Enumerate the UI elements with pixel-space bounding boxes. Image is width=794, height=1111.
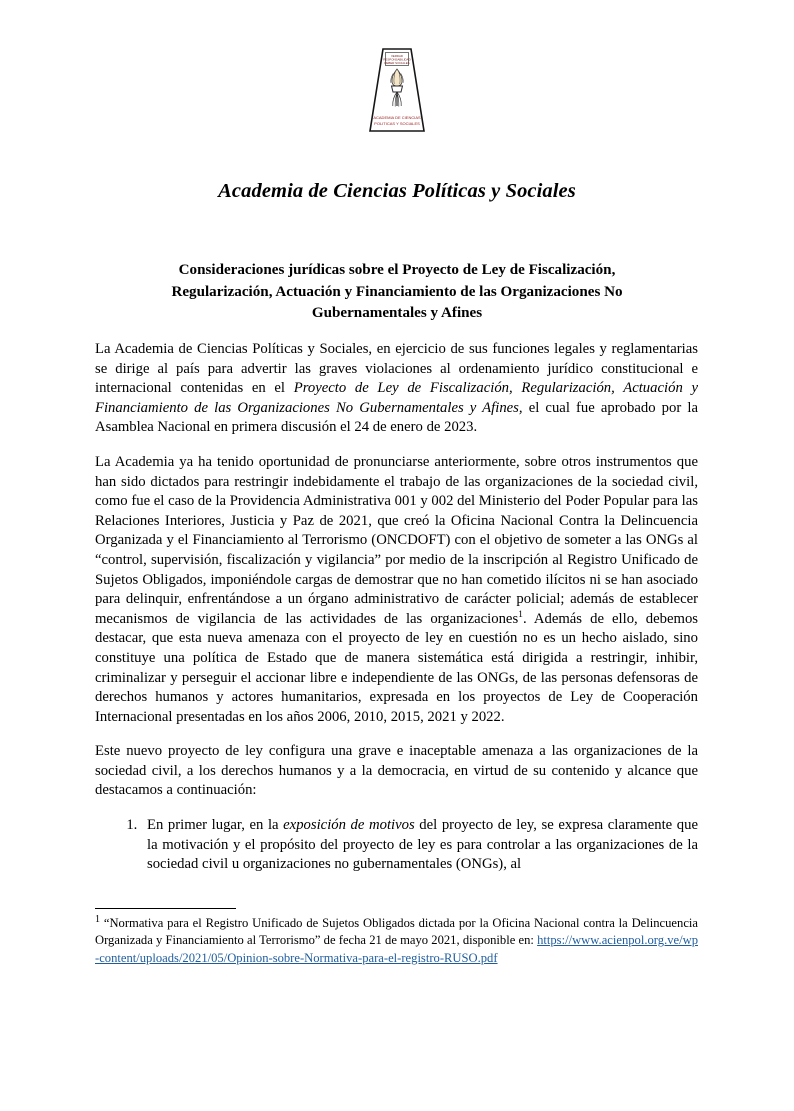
footnote-separator-rule: [95, 908, 236, 909]
svg-text:POLITICAS Y SOCIALES: POLITICAS Y SOCIALES: [374, 121, 420, 126]
organization-title: Academia de Ciencias Políticas y Sociales: [218, 180, 576, 202]
list-item-text-b: del proyecto de ley, se expresa claramente que la motivación y el propósito del proyecto de ley es para controlar a las organizaciones de la sociedad civil u organizaciones no gubernamentales (ONGs), al: [147, 817, 698, 873]
footnote-1: [95, 915, 698, 967]
numbered-list: [95, 816, 698, 875]
svg-text:RESPONSABILIDAD: RESPONSABILIDAD: [383, 57, 411, 62]
academy-emblem-logo: [366, 46, 428, 134]
paragraph-1: [95, 340, 698, 438]
paragraph-2-text-a: La Academia ya ha tenido oportunidad de pronunciarse anteriormente, sobre otros instrumentos que han sido dictados para restringir indebidamente el trabajo de las organizaciones de la sociedad civil, como fue el caso de la Providencia Administrativa 001 y 002 del Ministerio del Poder Popular para las Relaciones Interiores, Justicia y Paz de 2021, que creó la Oficina Nacional Contra la Delincuencia Organizada y el Financiamiento al Terrorismo (ONCDOFT) con el objetivo de someter a las ONGs al “control, supervisión, fiscalización y vigilancia” por medio de la inscripción al Registro Unificado de Sujetos Obligados, imponiéndole cargas de demostrar que no han cometido ilícitos ni se han asociado para delinquir, enfrentándose a un órgano administrativo de carácter policial; además de establecer mecanismos de vigilancia de las actividades de las organizaciones: [95, 453, 698, 627]
logo-container: [0, 46, 794, 139]
paragraph-3: Este nuevo proyecto de ley configura una grave e inaceptable amenaza a las organizaciones de la sociedad civil, a los derechos humanos y a la democracia, en virtud de su contenido y alcance que destacamos a continuación:: [95, 743, 698, 799]
document-title: Consideraciones jurídicas sobre el Proyecto de Ley de Fiscalización, Regularización, Actuación y Financiamiento de las Organizaciones No Gubernamentales y Afines: [171, 262, 623, 321]
list-item-text-a: En primer lugar, en la: [147, 817, 284, 834]
list-item-emphasis: exposición de motivos: [283, 817, 415, 834]
paragraph-1-text-b: el cual fue aprobado por la Asamblea Nacional en primera discusión el 24 de enero de 2023.: [95, 399, 698, 436]
footnote-link[interactable]: https://www.acienpol.org.ve/wp-content/uploads/2021/05/Opinion-sobre-Normativa-para-el-registro-RUSO.pdf: [95, 933, 698, 965]
footnote-reference-1[interactable]: 1: [518, 608, 523, 620]
svg-text:DEBER SOCIALES: DEBER SOCIALES: [384, 61, 410, 66]
paragraph-2: [95, 453, 698, 727]
svg-text:VERDAD: VERDAD: [390, 54, 404, 58]
paragraph-1-text-a: La Academia de Ciencias Políticas y Sociales, en ejercicio de sus funciones legales y reglamentarias se dirige al país para advertir las graves violaciones al ordenamiento jurídico constitucional e internacional contenidas en el: [95, 341, 698, 397]
footnote-number: 1: [95, 913, 100, 925]
footnote-text: “Normativa para el Registro Unificado de Sujetos Obligados dictada por la Oficina Nacional contra la Delincuencia Organizada y Financiamiento al Terrorismo” de fecha 21 de mayo 2021, disponible en:: [95, 916, 698, 948]
paragraph-2-text-b: . Además de ello, debemos destacar, que esta nueva amenaza con el proyecto de ley en cuestión no es un hecho aislado, sino constituye una política de Estado que de manera sistemática está dirigida a restringir, inhibir, criminalizar y perseguir el accionar libre e independiente de las ONGs, de las personas defensoras de derechos humanos y actores humanitarios, expresada en los proyectos de Ley de Cooperación Internacional presentadas en los años 2006, 2010, 2015, 2021 y 2022.: [95, 610, 698, 725]
paragraph-1-bill-name: Proyecto de Ley de Fiscalización, Regularización, Actuación y Financiamiento de las Organizaciones No Gubernamentales y Afines,: [95, 380, 698, 416]
list-item: [141, 816, 698, 875]
svg-text:ACADEMIA DE CIENCIAS: ACADEMIA DE CIENCIAS: [373, 115, 421, 120]
document-body: [95, 340, 698, 875]
footnote-area: [95, 908, 698, 967]
emblem-svg: [366, 46, 428, 134]
